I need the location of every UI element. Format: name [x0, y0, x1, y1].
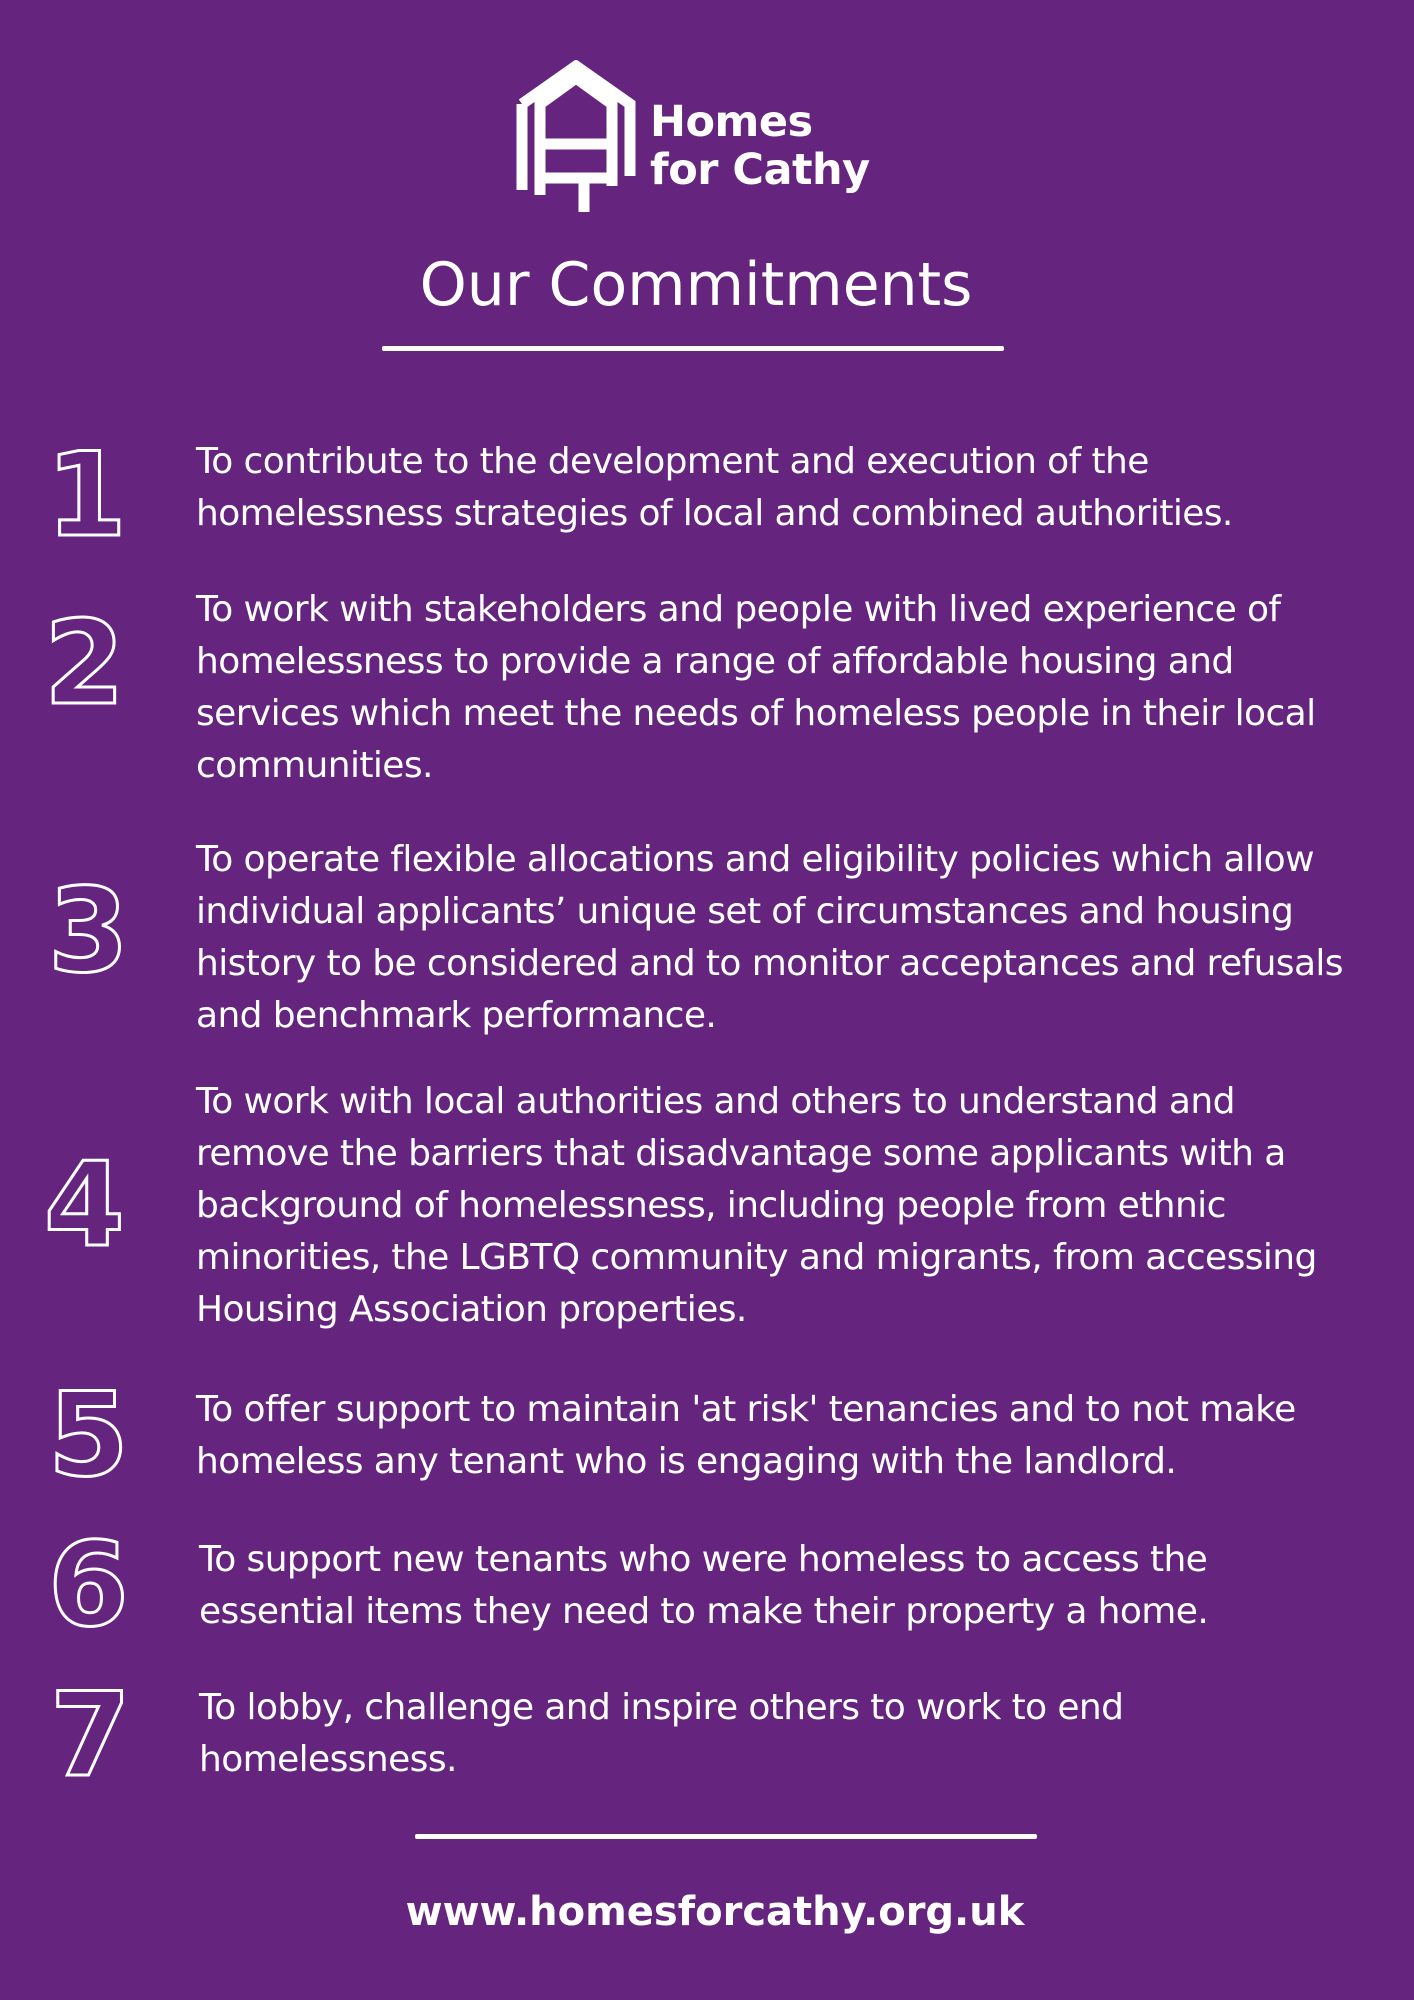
commitment-number: 2: [44, 596, 125, 731]
commitment-number: 4: [44, 1138, 125, 1273]
commitment-number: 5: [48, 1368, 129, 1503]
page-title: Our Commitments: [419, 250, 973, 320]
commitment-text: To work with local authorities and others to understand and remove the barriers that disadvantage some applicants with a background of homelessness, including people from ethnic minorities, the LGBTQ community and migrants, from accessing Housing Association properties.: [196, 1081, 1317, 1330]
brand-name-line1: Homes: [650, 97, 813, 147]
footer-divider: [415, 1834, 1037, 1839]
commitment-text: To work with stakeholders and people with lived experience of homelessness to provide a range of affordable housing and services which meet the needs of homeless people in their local communities.: [196, 589, 1316, 786]
title-divider: [382, 346, 1004, 351]
brand-name: [650, 98, 870, 194]
commitment-text: To lobby, challenge and inspire others to work to end homelessness.: [199, 1687, 1124, 1780]
commitment-text: To contribute to the development and execution of the homelessness strategies of local and combined authorities.: [196, 441, 1233, 534]
commitment-text: To support new tenants who were homeless to access the essential items they need to make their property a home.: [199, 1539, 1209, 1632]
commitment-number: 7: [50, 1668, 131, 1803]
homes-for-cathy-logo: [514, 60, 874, 220]
commitment-number: 6: [48, 1518, 129, 1653]
commitment-number: 1: [46, 428, 127, 563]
commitment-text: To operate flexible allocations and eligibility policies which allow individual applicants’ unique set of circumstances and housing history to be considered and to monitor acceptances and refusals and benchmark performance.: [196, 839, 1343, 1036]
commitment-text: To offer support to maintain 'at risk' tenancies and to not make homeless any tenant who is engaging with the landlord.: [196, 1389, 1296, 1482]
brand-name-line2: for Cathy: [650, 145, 870, 195]
house-logo-icon: [514, 60, 644, 215]
website-link[interactable]: www.homesforcathy.org.uk: [405, 1889, 1025, 1935]
commitment-number: 3: [48, 864, 129, 999]
